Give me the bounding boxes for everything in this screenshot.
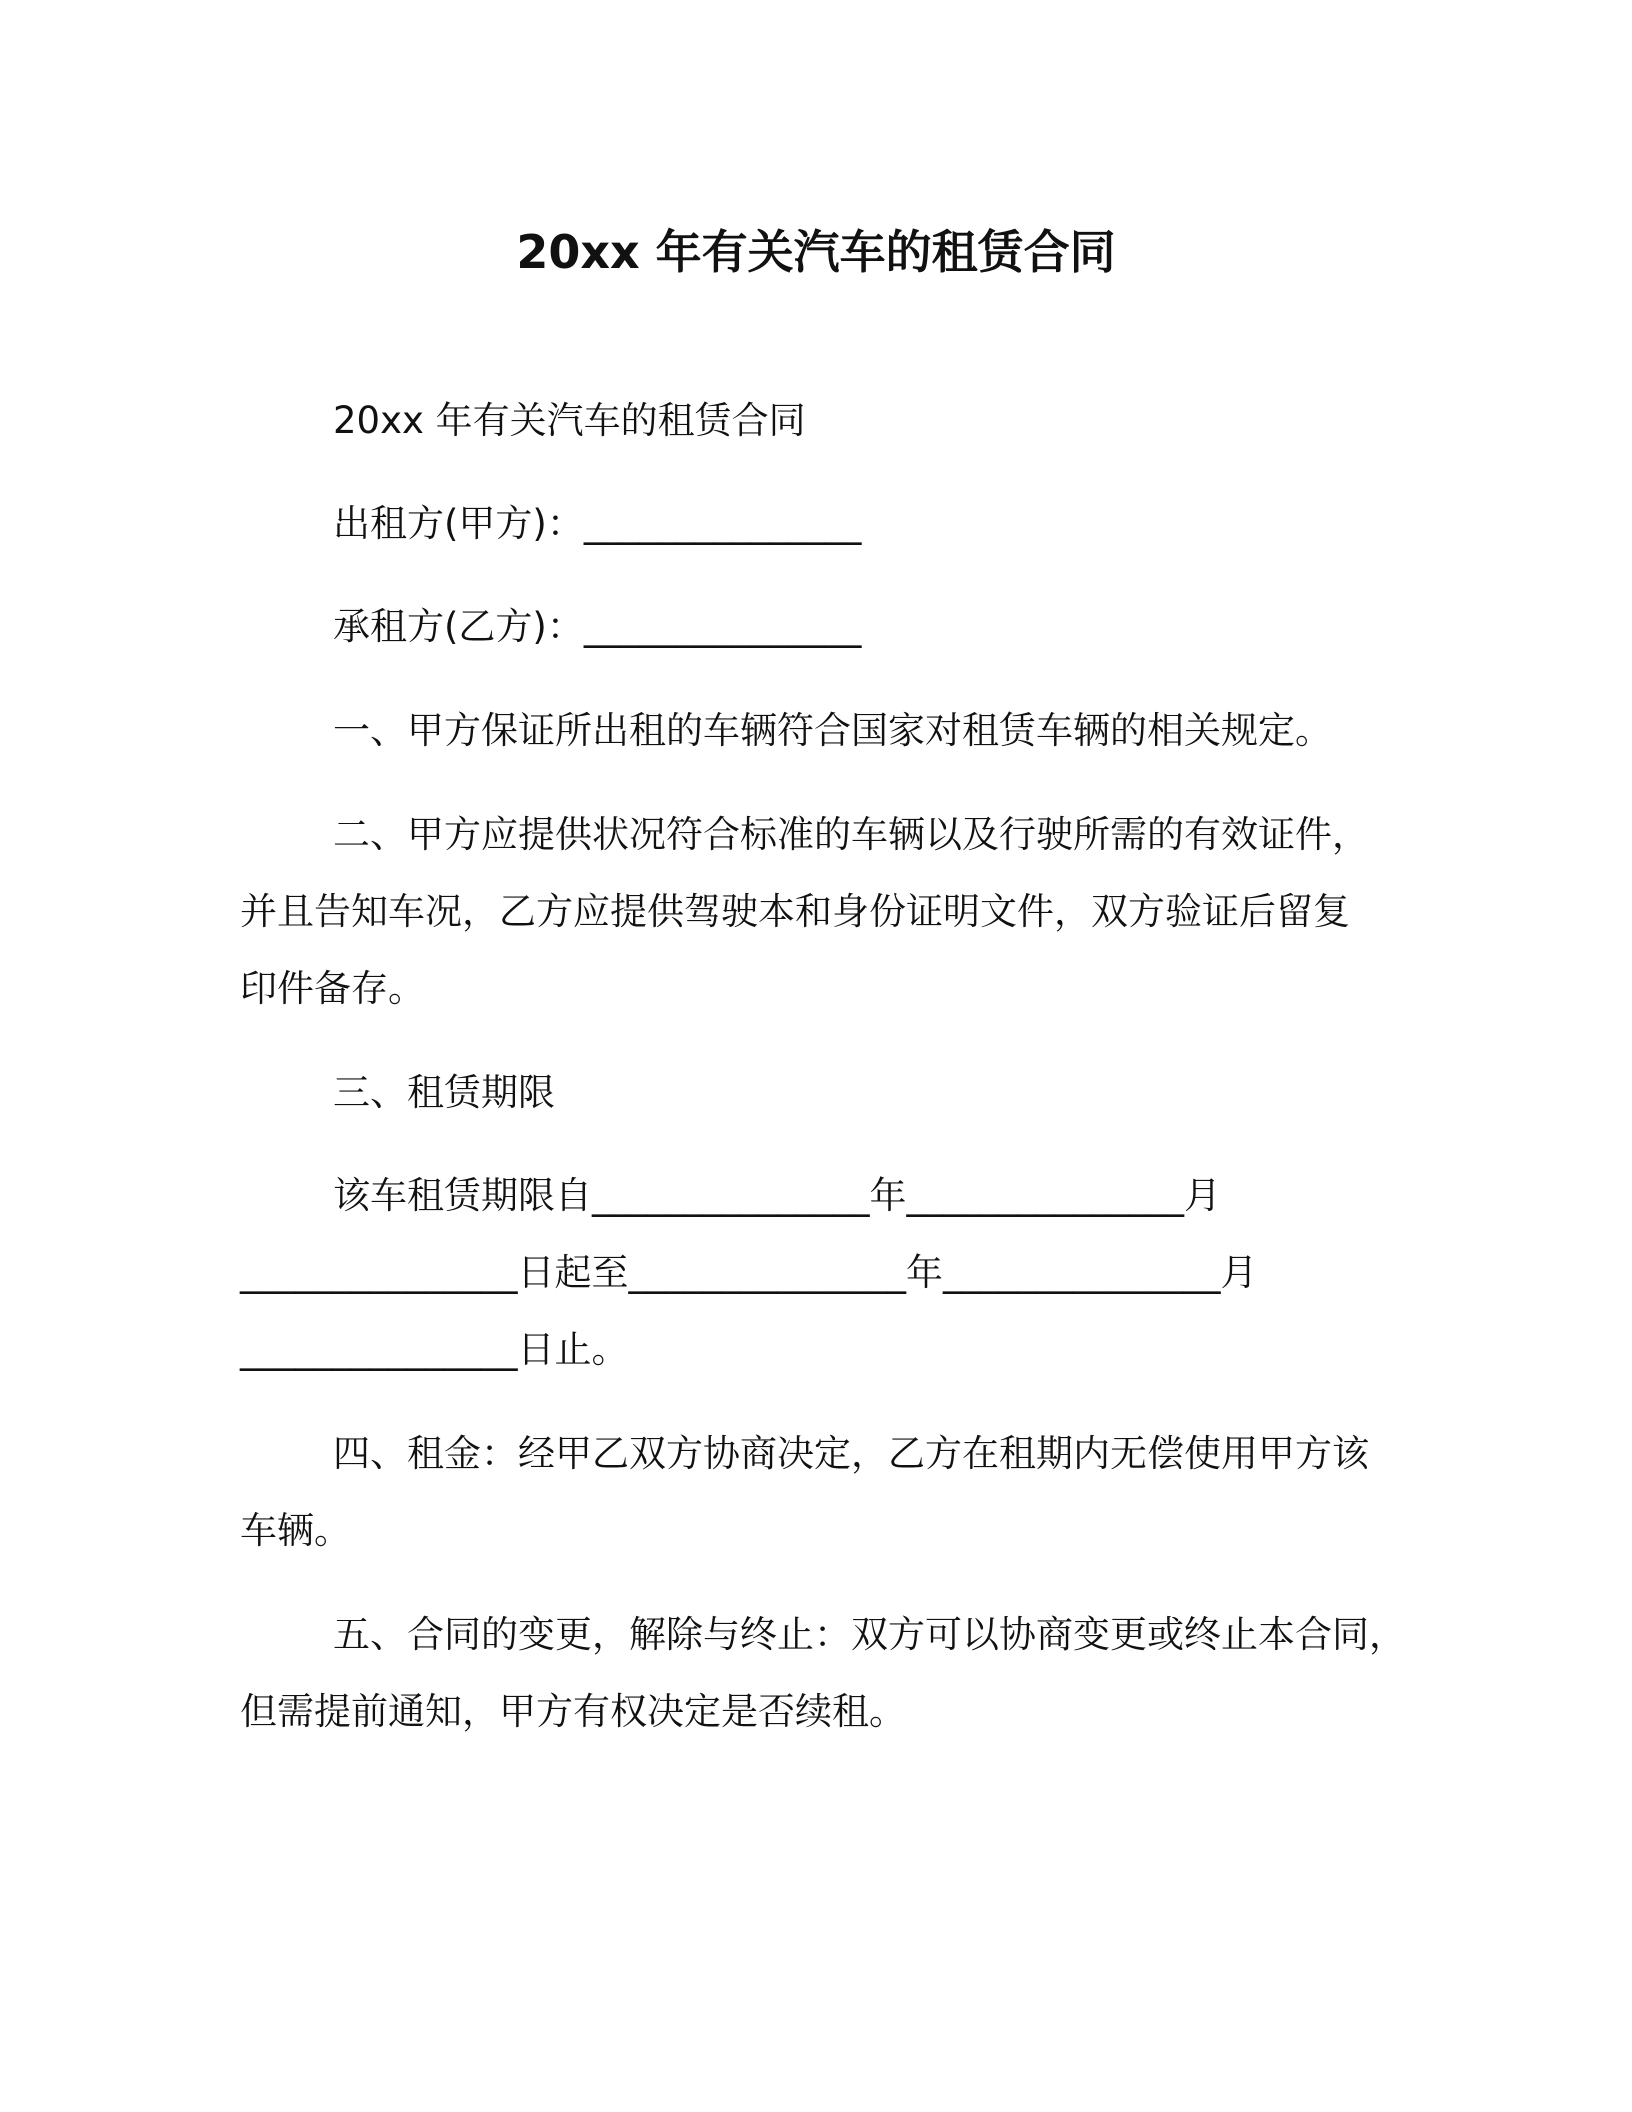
clause-4-line-2: 车辆。 <box>240 1509 351 1552</box>
clause-2-line-3: 印件备存。 <box>240 967 425 1010</box>
clause-4-line-1: 四、租金：经甲乙双方协商决定，乙方在租期内无偿使用甲方该 <box>333 1432 1369 1475</box>
lessor-line: 出租方(甲方)：_______________ <box>333 502 862 545</box>
subtitle-line: 20xx 年有关汽车的租赁合同 <box>333 399 806 442</box>
clause-2-line-1: 二、甲方应提供状况符合标准的车辆以及行驶所需的有效证件， <box>333 813 1369 856</box>
lease-term-line-1: 该车租赁期限自_______________年_______________月 <box>333 1174 1221 1217</box>
lessee-line: 承租方(乙方)：_______________ <box>333 605 862 648</box>
clause-5-line-2: 但需提前通知，甲方有权决定是否续租。 <box>240 1690 906 1733</box>
document-title: 20xx 年有关汽车的租赁合同 <box>516 225 1116 279</box>
clause-2-line-2: 并且告知车况，乙方应提供驾驶本和身份证明文件，双方验证后留复 <box>240 890 1350 933</box>
lease-term-line-3: _______________日止。 <box>240 1328 629 1371</box>
clause-3-heading: 三、租赁期限 <box>333 1071 555 1114</box>
clause-5-line-1: 五、合同的变更，解除与终止：双方可以协商变更或终止本合同， <box>333 1613 1406 1656</box>
clause-1: 一、甲方保证所出租的车辆符合国家对租赁车辆的相关规定。 <box>333 709 1332 752</box>
lease-term-line-2: _______________日起至_______________年_______________月 <box>240 1251 1258 1294</box>
